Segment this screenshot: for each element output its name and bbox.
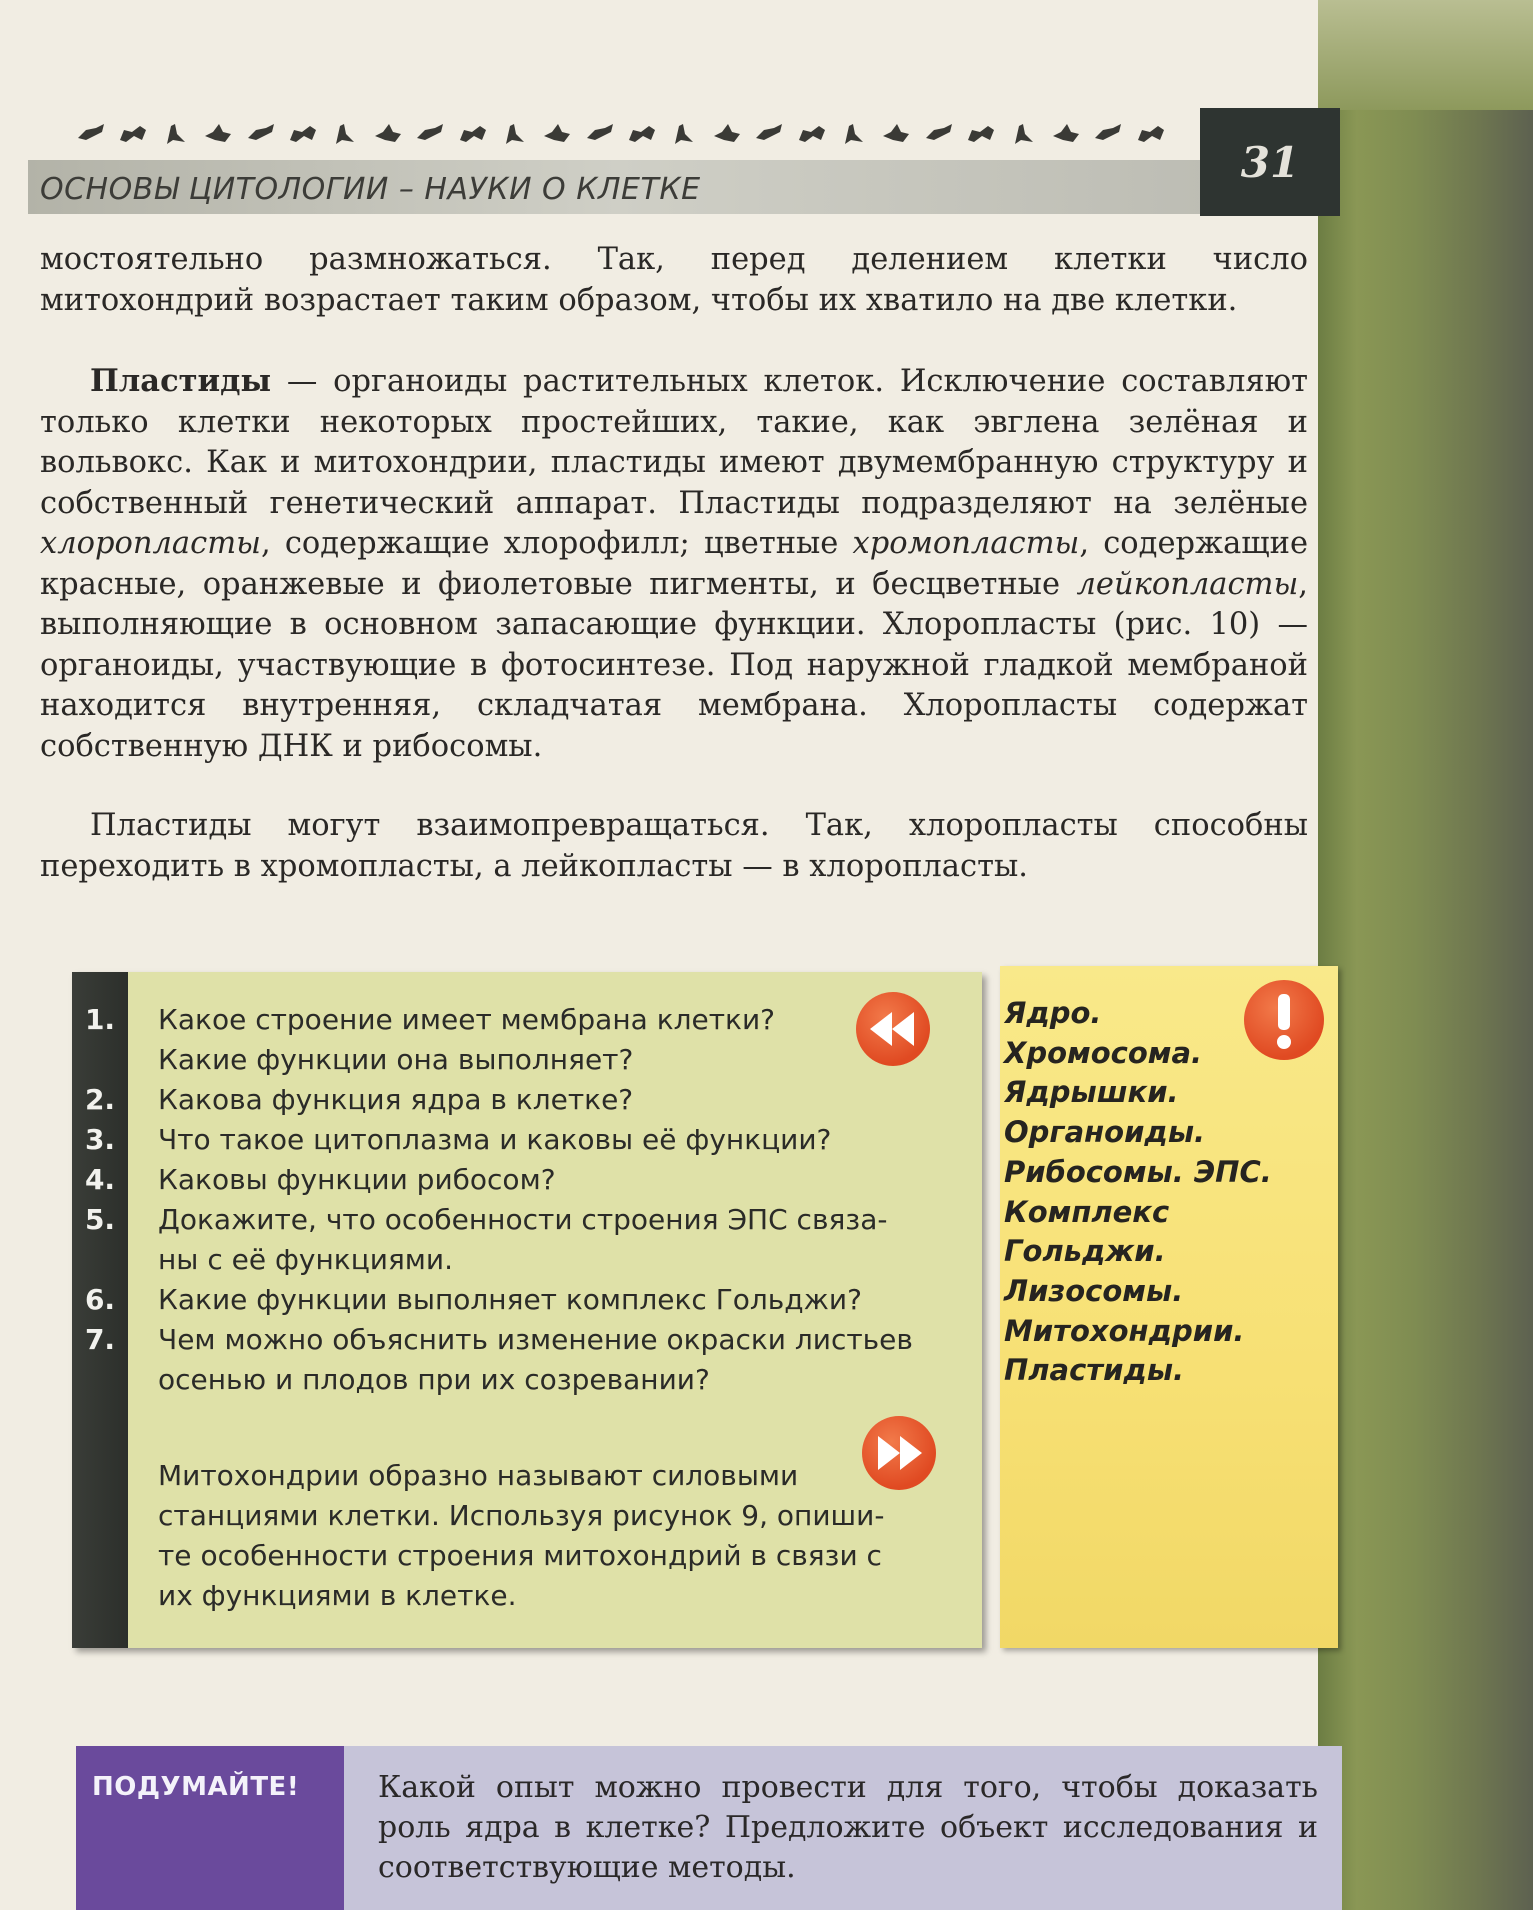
question-line: Какие функции она выполняет? bbox=[158, 1043, 634, 1076]
page-margin-strip bbox=[1318, 0, 1533, 1910]
term-plastids: Пластиды bbox=[90, 363, 272, 399]
question-text: Какова функция ядра в клетке? bbox=[158, 1083, 634, 1116]
keyword-item: Ядро. bbox=[1004, 996, 1102, 1030]
question-number: 5. bbox=[84, 1203, 116, 1236]
question-text: Какие функции выполняет комплекс Гольджи? bbox=[158, 1283, 862, 1316]
animal-silhouette-icon bbox=[415, 120, 445, 146]
animal-silhouette-icon bbox=[76, 120, 106, 146]
think-label-box bbox=[76, 1746, 344, 1910]
animal-silhouette-icon bbox=[373, 120, 403, 146]
question-number: 6. bbox=[84, 1283, 116, 1316]
task-line: станциями клетки. Используя рисунок 9, опиши- bbox=[158, 1499, 885, 1532]
animal-silhouette-band bbox=[36, 100, 1206, 166]
animal-silhouette-icon bbox=[1136, 120, 1166, 146]
paragraph-plastids-text-c: , содержащие красные, оранжевые и фиолетовые пигменты, и бесцветные bbox=[40, 526, 1308, 602]
paragraph-plastids bbox=[40, 361, 1308, 767]
chapter-title: ОСНОВЫ ЦИТОЛОГИИ – НАУКИ О КЛЕТКЕ bbox=[40, 172, 701, 207]
question-number: 2. bbox=[84, 1083, 116, 1116]
paragraph-interconversion: Пластиды могут взаимопревращаться. Так, хлоропласты способны переходить в хромопласты, а лейкопласты — в хлоропласты. bbox=[40, 808, 1308, 884]
animal-silhouette-icon bbox=[839, 120, 869, 146]
keyword-item: Органоиды. bbox=[1004, 1115, 1206, 1150]
question-number: 3. bbox=[84, 1123, 116, 1156]
animal-silhouette-icon bbox=[1009, 120, 1039, 146]
animal-silhouette-icon bbox=[542, 120, 572, 146]
review-questions-box bbox=[72, 972, 982, 1648]
keyword-item: Лизосомы. bbox=[1004, 1273, 1184, 1308]
animal-silhouette-icon bbox=[118, 120, 148, 146]
keyword-item: Рибосомы. ЭПС. bbox=[1004, 1154, 1272, 1189]
keyword-item: Хромосома. bbox=[1004, 1035, 1203, 1070]
question-number: 1. bbox=[84, 1003, 116, 1036]
animal-silhouette-icon bbox=[1093, 120, 1123, 146]
fast-forward-icon bbox=[862, 1416, 936, 1490]
task-line: Митохондрии образно называют силовыми bbox=[158, 1459, 799, 1492]
think-label: ПОДУМАЙТЕ! bbox=[92, 1772, 300, 1802]
animal-silhouette-icon bbox=[669, 120, 699, 146]
question-line: Какое строение имеет мембрана клетки? bbox=[158, 1003, 776, 1036]
question-text: Каковы функции рибосом? bbox=[158, 1163, 556, 1196]
animal-silhouette-icon bbox=[754, 120, 784, 146]
page-margin-strip-top bbox=[1318, 0, 1533, 110]
term-leucoplasts: лейкопласты bbox=[1076, 566, 1299, 602]
question-number: 7. bbox=[84, 1323, 116, 1356]
think-question: Какой опыт можно провести для того, чтобы доказать роль ядра в клетке? Предложите объект исследования и соответствующие методы. bbox=[378, 1770, 1318, 1885]
animal-silhouette-icon bbox=[288, 120, 318, 146]
paragraph-mitochondria-end: мостоятельно размножаться. Так, перед делением клетки число митохондрий возрастает таким образом, чтобы их хватило на две клетки. bbox=[40, 242, 1308, 318]
term-chromoplasts: хромопласты bbox=[852, 526, 1080, 561]
question-number: 4. bbox=[84, 1163, 116, 1196]
animal-silhouette-icon bbox=[712, 120, 742, 146]
question-line: Докажите, что особенности строения ЭПС связа- bbox=[158, 1203, 888, 1236]
task-text bbox=[158, 1456, 938, 1616]
animal-silhouette-icon bbox=[627, 120, 657, 146]
animal-silhouette-icon bbox=[966, 120, 996, 146]
keywords-list bbox=[1004, 994, 1272, 1391]
question-text bbox=[158, 1000, 938, 1080]
task-line: их функциями в клетке. bbox=[158, 1579, 517, 1612]
paragraph-plastids-text-a: — органоиды растительных клеток. Исключение составляют только клетки некоторых простейших, такие, как эвглена зелёная и вольвокс. Как и митохондрии, пластиды имеют двумембранную структуру и собственный генетический аппарат. Пластиды подразделяют на зелёные bbox=[40, 364, 1308, 521]
animal-silhouette-icon bbox=[797, 120, 827, 146]
animal-silhouette-icon bbox=[585, 120, 615, 146]
page-number: 31 bbox=[1240, 137, 1300, 187]
keyword-item: Комплекс bbox=[1004, 1194, 1170, 1229]
animal-silhouette-icon bbox=[500, 120, 530, 146]
term-chloroplasts: хлоропласты bbox=[40, 526, 261, 561]
question-text bbox=[158, 1200, 938, 1280]
animal-silhouette-icon bbox=[924, 120, 954, 146]
animal-silhouette-icon bbox=[881, 120, 911, 146]
rewind-icon bbox=[856, 992, 930, 1066]
animal-silhouette-icon bbox=[330, 120, 360, 146]
keyword-item: Митохондрии. bbox=[1004, 1313, 1245, 1348]
page-number-box bbox=[1200, 108, 1340, 216]
question-line: осенью и плодов при их созревании? bbox=[158, 1363, 710, 1396]
keyword-item: Гольджи. bbox=[1004, 1234, 1166, 1269]
paragraph-plastids-text-d: , выполняющие в основном запасающие функции. Хлоропласты (рис. 10) — органоиды, участвующие в фотосинтезе. Под наружной гладкой мембраной находится внутренняя, складчатая мембрана. Хлоропласты содержат собственную ДНК и рибосомы. bbox=[40, 566, 1308, 764]
animal-silhouette-icon bbox=[458, 120, 488, 146]
question-line: ны с её функциями. bbox=[158, 1243, 454, 1276]
paragraph-plastids-text-b: , содержащие хлорофилл; цветные bbox=[260, 526, 853, 561]
animal-silhouette-icon bbox=[203, 120, 233, 146]
animal-silhouette-icon bbox=[161, 120, 191, 146]
question-text: Что такое цитоплазма и каковы её функции? bbox=[158, 1123, 832, 1156]
question-text bbox=[158, 1320, 938, 1400]
animal-silhouette-icon bbox=[246, 120, 276, 146]
task-line: те особенности строения митохондрий в связи с bbox=[158, 1539, 882, 1572]
animal-silhouette-icon bbox=[1051, 120, 1081, 146]
question-line: Чем можно объяснить изменение окраски листьев bbox=[158, 1323, 913, 1356]
keyword-item: Ядрышки. bbox=[1004, 1075, 1179, 1110]
keyword-item: Пластиды. bbox=[1004, 1353, 1185, 1388]
